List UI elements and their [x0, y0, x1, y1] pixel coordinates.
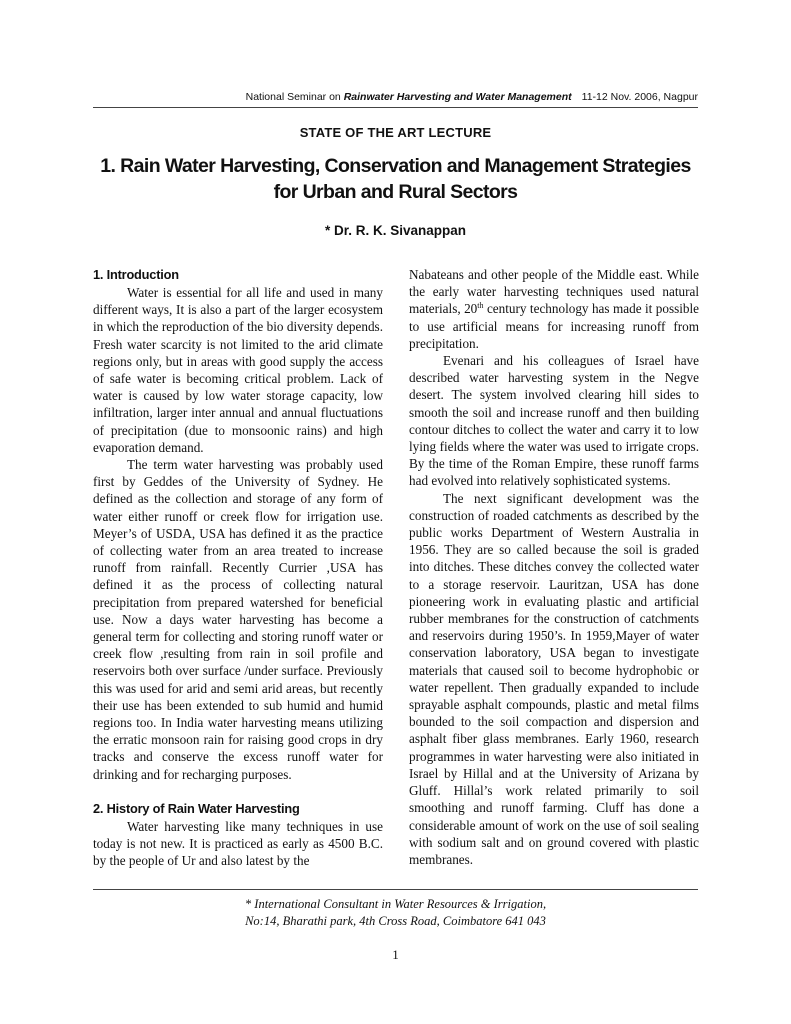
right-paragraph-3: The next significant development was the construction of roaded catchments as described by the public works Department of Western Australia in 1956. They are so called because the soil is graded into ditches. These ditches convey the collected water to a storage reservoir. Lauritzan, USA has done pioneering work in evaluating plastic and artificial rubber membranes for the construction of catchments and reservoirs during 1950’s. In 1959,Mayer of water conservation laboratory, USA began to investigate materials that caused soil to become hydrophobic or water repellent. Then gradually expanded to include sprayable asphalt compounds, plastic and metal films bounded to the soil compaction and dispersion and asphalt fiber glass membranes. Early 1960, research programmes in water harvesting were also initiated in Israel by Hillal and at the University of Arizana by Gluff. Hillal’s work related primarily to soil smoothing and runoff farming. Cluff has done a considerable amount of work on the use of soil sealing with sodium salt and on ground covered with plastic membranes.	[409, 490, 699, 867]
lecture-kicker: STATE OF THE ART LECTURE	[299, 125, 492, 140]
section-heading-history: 2. History of Rain Water Harvesting	[93, 800, 300, 816]
footnote-rule	[93, 889, 698, 890]
right-column	[409, 266, 699, 868]
title-line-1: 1. Rain Water Harvesting, Conservation and Management Strategies	[100, 155, 691, 177]
footnote-line-1: * International Consultant in Water Resources & Irrigation,	[244, 897, 547, 911]
intro-paragraph-1: Water is essential for all life and used in many different ways, It is also a part of the larger ecosystem in which the reproduction of the bio diversity depends. Fresh water scarcity is not limited to the arid climate regions only, but in areas with good supply the access of safe water is becoming critical problem. Lack of water is caused by low water storage capacity, low infiltration, larger inter annual and annual fluctuations of precipitation (due to monsoonic rains) and high evaporation demand.	[93, 285, 383, 455]
running-header	[93, 91, 698, 103]
page-number: 1	[392, 947, 399, 962]
author: * Dr. R. K. Sivanappan	[324, 223, 467, 238]
footnote-line-2: No:14, Bharathi park, 4th Cross Road, Coimbatore 641 043	[245, 914, 546, 928]
header-date-place: 11-12 Nov. 2006, Nagpur	[581, 91, 698, 103]
title-line-2: for Urban and Rural Sectors	[273, 181, 518, 203]
superscript-th: th	[477, 301, 484, 311]
paper-title	[93, 153, 698, 205]
right-paragraph-1-text-a: Nabateans and other people of the Middle east. While the early water harvesting techniques used natural materials, 20	[409, 267, 699, 317]
header-rule	[93, 107, 698, 108]
header-prefix: National Seminar on	[245, 91, 341, 103]
history-paragraph-1: Water harvesting like many techniques in use today is not new. It is practiced as early as 4500 B.C. by the people of Ur and also latest by the	[93, 818, 383, 869]
right-paragraph-2: Evenari and his colleagues of Israel have described water harvesting system in the Negve desert. The system involved clearing hill sides to smooth the soil and increase runoff and then building contour ditches to collect the water and carry it to low lying fields where the water was used to irrigate crops. By the time of the Roman Empire, these runoff farms had evolved into relatively sophisticated systems.	[409, 353, 699, 489]
section-heading-introduction: 1. Introduction	[93, 267, 179, 282]
intro-paragraph-2: The term water harvesting was probably used first by Geddes of the University of Sydney. He defined as the collection and storage of any form of water either runoff or creek flow for irrigation use. Meyer’s of USDA, USA has defined it as the practice of collecting water from an area treated to increase runoff from rainfall. Recently Currier ,USA has defined it as the process of collecting natural precipitation from prepared watershed for beneficial use. Now a days water harvesting has become a general term for collecting and storing runoff water or creek flow ,resulting from rain in soil profile and reservoirs both over surface /under surface. Previously this was used for arid and semi arid areas, but recently their use has been extended to sub humid and humid regions too. In India water harvesting means utilizing the erratic monsoon rain for raising good crops in dry tracks and conserve the excess runoff water for drinking and for recharging purposes.	[93, 457, 383, 782]
right-paragraph-1-text-b: century technology has made it possible to use artificial means for increasing runoff from precipitation.	[409, 301, 699, 351]
left-column	[93, 266, 383, 870]
right-paragraph-1	[409, 266, 699, 352]
author-footnote	[0, 896, 791, 930]
header-seminar-title: Rainwater Harvesting and Water Management	[343, 91, 572, 103]
